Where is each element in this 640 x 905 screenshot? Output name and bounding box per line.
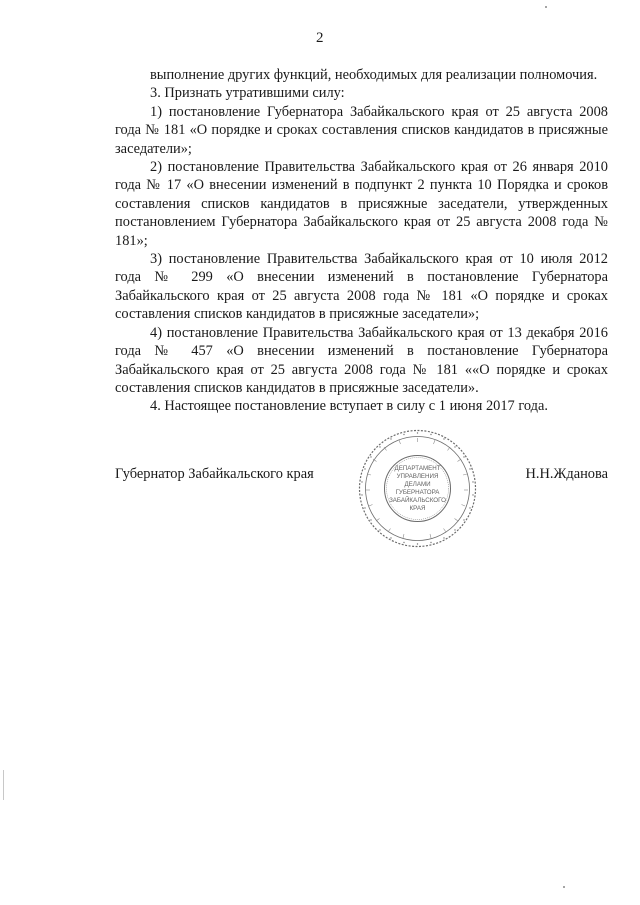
seal-line-6: КРАЯ	[409, 505, 426, 512]
scan-edge-mark	[3, 770, 4, 800]
seal-graphic	[355, 426, 480, 551]
scan-artifact-dot	[545, 6, 547, 8]
seal-line-4: ГУБЕРНАТОРА	[395, 489, 440, 496]
list-item-1: 1) постановление Губернатора Забайкальского края от 25 августа 2008 года № 181 «О порядке и сроках составления списков кандидатов в присяжные заседатели»;	[115, 103, 608, 157]
document-body	[115, 66, 608, 416]
signatory-title: Губернатор Забайкальского края	[115, 466, 314, 482]
list-item-3: 3) постановление Правительства Забайкальского края от 10 июля 2012 года № 299 «О внесении изменений в постановление Губернатора Забайкальского края от 25 августа 2008 года № 181 «О порядке и сроках составления списков кандидатов в присяжные заседатели»;	[115, 251, 608, 323]
paragraph-item-4: 4. Настоящее постановление вступает в силу с 1 июня 2017 года.	[150, 398, 548, 415]
paragraph-item-3-intro: 3. Признать утратившими силу:	[150, 85, 345, 102]
paragraph-continuation: выполнение других функций, необходимых для реализации полномочия.	[150, 67, 598, 83]
signature-block	[115, 466, 608, 586]
official-seal-stamp	[355, 426, 480, 551]
seal-line-1: ДЕПАРТАМЕНТ	[394, 465, 441, 472]
signatory-name: Н.Н.Жданова	[525, 466, 608, 482]
seal-line-3: ДЕЛАМИ	[404, 481, 431, 488]
scan-artifact-dot	[563, 886, 565, 888]
page-number: 2	[316, 30, 324, 46]
seal-line-5: ЗАБАЙКАЛЬСКОГО	[389, 497, 446, 504]
seal-line-2: УПРАВЛЕНИЯ	[396, 473, 439, 480]
list-item-2: 2) постановление Правительства Забайкальского края от 26 января 2010 года № 17 «О внесении изменений в подпункт 2 пункта 10 Порядка и сроков составления списков кандидатов в присяжные заседатели, утвержденных постановлением Губернатора Забайкальского края от 25 августа 2008 года № 181»;	[115, 159, 608, 249]
list-item-4: 4) постановление Правительства Забайкальского края от 13 декабря 2016 года № 457 «О внесении изменений в постановление Губернатора Забайкальского края от 25 августа 2008 года № 181 ««О порядке и сроках составления списков кандидатов в присяжные заседатели».	[115, 324, 608, 396]
